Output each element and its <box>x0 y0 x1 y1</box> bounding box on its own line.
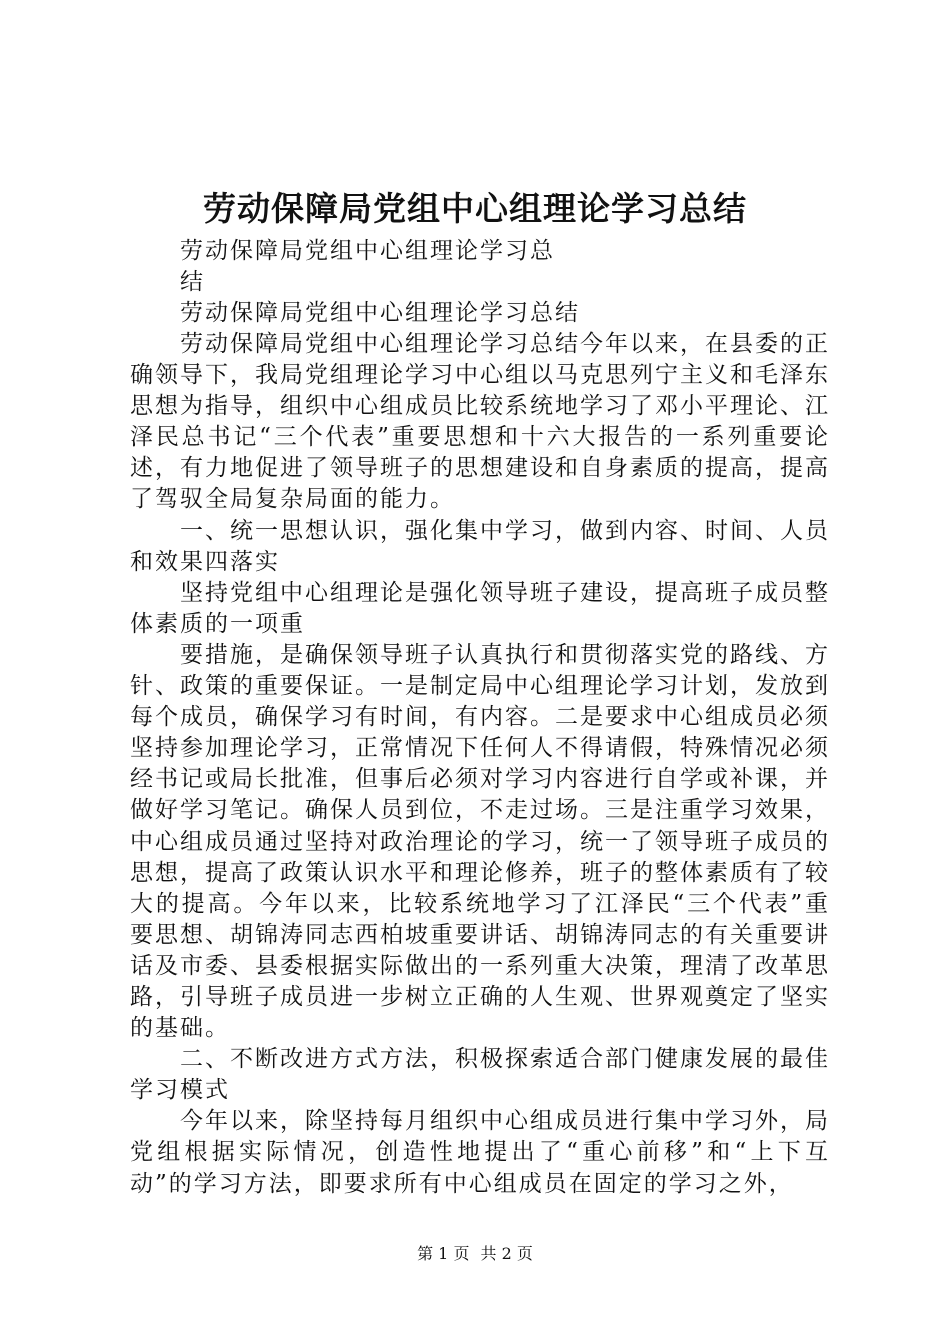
section-heading-1: 一、统一思想认识，强化集中学习，做到内容、时间、人员和效果四落实 <box>130 517 830 575</box>
document-body <box>130 236 830 1200</box>
document-subtitle: 劳动保障局党组中心组理论学习总结 <box>180 238 555 295</box>
paragraph: 要措施，是确保领导班子认真执行和贯彻落实党的路线、方针、政策的重要保证。一是制定局中心组理论学习计划，发放到每个成员，确保学习有时间，有内容。二是要求中心组成员必须坚持参加理论学习，正常情况下任何人不得请假，特殊情况必须经书记或局长批准，但事后必须对学习内容进行自学或补课，并做好学习笔记。确保人员到位，不走过场。三是注重学习效果，中心组成员通过坚持对政治理论的学习，统一了领导班子成员的思想，提高了政策认识水平和理论修养，班子的整体素质有了较大的提高。今年以来，比较系统地学习了江泽民“三个代表”重要思想、胡锦涛同志西柏坡重要讲话、胡锦涛同志的有关重要讲话及市委、县委根据实际做出的一系列重大决策，理清了改革思路，引导班子成员进一步树立正确的人生观、世界观奠定了坚实的基础。 <box>130 641 830 1042</box>
paragraph: 今年以来，除坚持每月组织中心组成员进行集中学习外，局党组根据实际情况，创造性地提出了“重心前移”和“上下互动”的学习方法，即要求所有中心组成员在固定的学习之外， <box>130 1108 830 1197</box>
paragraph-intro: 劳动保障局党组中心组理论学习总结今年以来，在县委的正确领导下，我局党组理论学习中心组以马克思列宁主义和毛泽东思想为指导，组织中心组成员比较系统地学习了邓小平理论、江泽民总书记“三个代表”重要思想和十六大报告的一系列重要论述，有力地促进了领导班子的思想建设和自身素质的提高，提高了驾驭全局复杂局面的能力。 <box>130 331 830 513</box>
document-title: 劳动保障局党组中心组理论学习总结 <box>203 189 747 228</box>
page-number: 第 1 页 <box>417 1244 470 1263</box>
page-footer <box>0 1242 950 1266</box>
document-subtitle-repeat: 劳动保障局党组中心组理论学习总结 <box>180 300 580 326</box>
paragraph: 坚持党组中心组理论是强化领导班子建设，提高班子成员整体素质的一项重 <box>130 579 830 637</box>
section-heading-2: 二、不断改进方式方法，积极探索适合部门健康发展的最佳学习模式 <box>130 1046 830 1104</box>
page-total: 共 2 页 <box>480 1244 533 1263</box>
